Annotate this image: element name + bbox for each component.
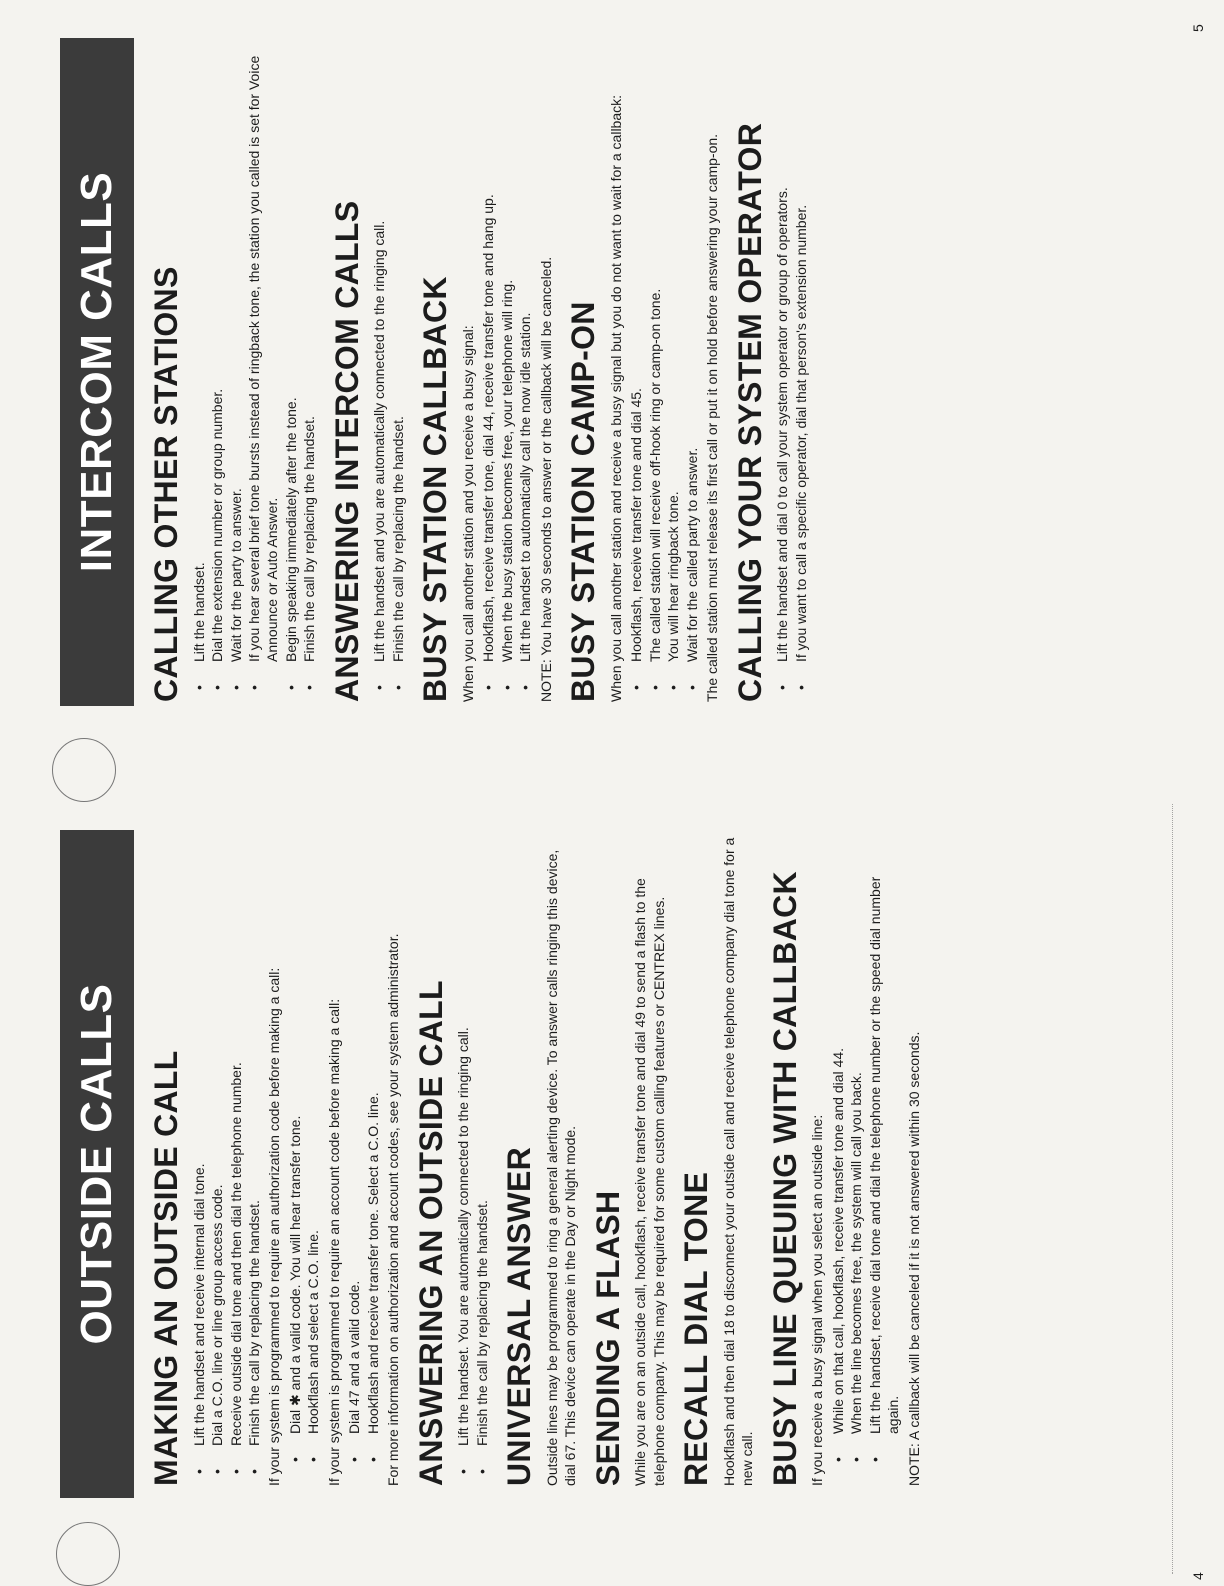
list-item: • Hookflash, receive transfer tone, dial 44, receive transfer tone and hang up. — [479, 52, 497, 702]
list-item: • Hookflash, receive transfer tone and dial 45. — [627, 52, 645, 702]
list-item: • Lift the handset. You are automatically connected to the ringing call. — [454, 836, 472, 1486]
recall-text: Hookflash and then dial 18 to disconnect your outside call and receive telephone company dial tone for a new call. — [720, 837, 756, 1486]
list-item: • Lift the handset, receive dial tone and dial the telephone number or the speed dial number again. — [866, 836, 903, 1486]
banner-title: OUTSIDE CALLS — [72, 983, 121, 1345]
banner-intercom-calls — [60, 38, 134, 706]
more-info: For more information on authorization and account codes, see your system administrator. — [385, 933, 402, 1486]
heading-busy-station-camp-on: BUSY STATION CAMP-ON — [565, 301, 602, 702]
callback-steps — [479, 52, 534, 702]
list-item: • Lift the handset and you are automatically connected to the ringing call. — [370, 52, 388, 702]
banner-title: INTERCOM CALLS — [72, 171, 121, 573]
universal-text: Outside lines may be programmed to ring a general alerting device. To answer calls ringing this device, dial 67. This device can operate in the Day or Night mode. — [543, 849, 579, 1486]
list-item: • Hookflash and select a C.O. line. — [304, 836, 322, 1486]
acct-intro: If your system is programmed to require an account code before making a call: — [325, 998, 342, 1486]
list-item: • When the busy station becomes free, your telephone will ring. — [498, 52, 516, 702]
busyline-intro: If you receive a busy signal when you select an outside line: — [809, 1114, 826, 1486]
list-item: • Dial ✱ and a valid code. You will hear transfer tone. — [286, 836, 304, 1486]
campon-steps — [627, 52, 701, 702]
list-item: • When the line becomes free, the system will call you back. — [847, 836, 865, 1486]
list-item: • If you hear several brief tone bursts instead of ringback tone, the station you called is set for Voice Announce or Auto Answer. — [245, 52, 282, 702]
left-column — [150, 836, 925, 1486]
list-item: • Lift the handset. — [190, 52, 208, 702]
callback-note: NOTE: You have 30 seconds to answer or the callback will be canceled. — [537, 256, 554, 702]
list-item: • If you want to call a specific operator, dial that person's extension number. — [792, 52, 810, 702]
list-item: • Receive outside dial tone and then dial the telephone number. — [227, 836, 245, 1486]
auth-steps — [286, 836, 323, 1486]
list-item: • Dial a C.O. line or line group access code. — [208, 836, 226, 1486]
list-item: • Finish the call by replacing the handset. — [300, 52, 318, 702]
heading-universal-answer: UNIVERSAL ANSWER — [501, 1146, 538, 1486]
heading-answering-intercom-calls: ANSWERING INTERCOM CALLS — [328, 200, 365, 702]
operator-steps — [773, 52, 810, 702]
divider — [1172, 804, 1174, 1574]
list-item: • While on that call, hookflash, receive transfer tone and dial 44. — [829, 836, 847, 1486]
callback-intro: When you call another station and you receive a busy signal: — [460, 325, 476, 702]
list-item: • You will hear ringback tone. — [664, 52, 682, 702]
binder-hole-icon — [56, 1522, 120, 1586]
heading-busy-line-queuing: BUSY LINE QUEUING WITH CALLBACK — [766, 871, 803, 1486]
list-item: • Lift the handset and dial 0 to call your system operator or group of operators. — [773, 52, 791, 702]
flash-text: While you are on an outside call, hookflash, receive transfer tone and dial 49 to send a flash to the telephone company. This may be required for some custom calling features or CENTREX lines. — [632, 878, 667, 1486]
heading-calling-system-operator: CALLING YOUR SYSTEM OPERATOR — [731, 122, 768, 702]
list-item: • Dial 47 and a valid code. — [345, 836, 363, 1486]
campon-after: The called station must release its first call or put it on hold before answering your camp-on. — [704, 133, 721, 702]
campon-intro: When you call another station and receive a busy signal but you do not want to wait for a callback: — [607, 94, 624, 702]
answering-steps — [454, 836, 491, 1486]
auth-intro: If your system is programmed to require an authorization code before making a call: — [266, 967, 283, 1486]
calling-steps — [190, 52, 319, 702]
heading-recall-dial-tone: RECALL DIAL TONE — [678, 1171, 715, 1486]
making-steps — [190, 836, 264, 1486]
answering-intercom-steps — [370, 52, 407, 702]
page-number: 4 — [1190, 1572, 1206, 1580]
list-item: • Wait for the called party to answer. — [683, 52, 701, 702]
heading-busy-station-callback: BUSY STATION CALLBACK — [417, 276, 454, 702]
busyline-note: NOTE: A callback will be canceled if it is not answered within 30 seconds. — [905, 1031, 922, 1486]
page-right — [0, 0, 1224, 792]
heading-sending-flash: SENDING A FLASH — [589, 1190, 626, 1486]
list-item: • Begin speaking immediately after the tone. — [282, 52, 300, 702]
list-item: • Dial the extension number or group number. — [208, 52, 226, 702]
list-item: • Lift the handset to automatically call the now idle station. — [516, 52, 534, 702]
busyline-steps — [829, 836, 903, 1486]
acct-steps — [345, 836, 382, 1486]
heading-making-outside-call: MAKING AN OUTSIDE CALL — [148, 1050, 184, 1486]
page-number: 5 — [1190, 24, 1206, 32]
list-item: • Wait for the party to answer. — [227, 52, 245, 702]
list-item: • Finish the call by replacing the handset. — [473, 836, 491, 1486]
list-item: • Hookflash and receive transfer tone. Select a C.O. line. — [364, 836, 382, 1486]
heading-calling-other-stations: CALLING OTHER STATIONS — [148, 266, 184, 702]
right-column — [150, 52, 812, 702]
list-item: • The called station will receive off-hook ring or camp-on tone. — [646, 52, 664, 702]
binder-hole-icon — [52, 738, 116, 802]
page-left — [0, 792, 1224, 1584]
list-item: • Lift the handset and receive internal dial tone. — [190, 836, 208, 1486]
banner-outside-calls — [60, 830, 134, 1498]
list-item: • Finish the call by replacing the handset. — [245, 836, 263, 1486]
heading-answering-outside-call: ANSWERING AN OUTSIDE CALL — [412, 980, 449, 1486]
list-item: • Finish the call by replacing the handset. — [389, 52, 407, 702]
